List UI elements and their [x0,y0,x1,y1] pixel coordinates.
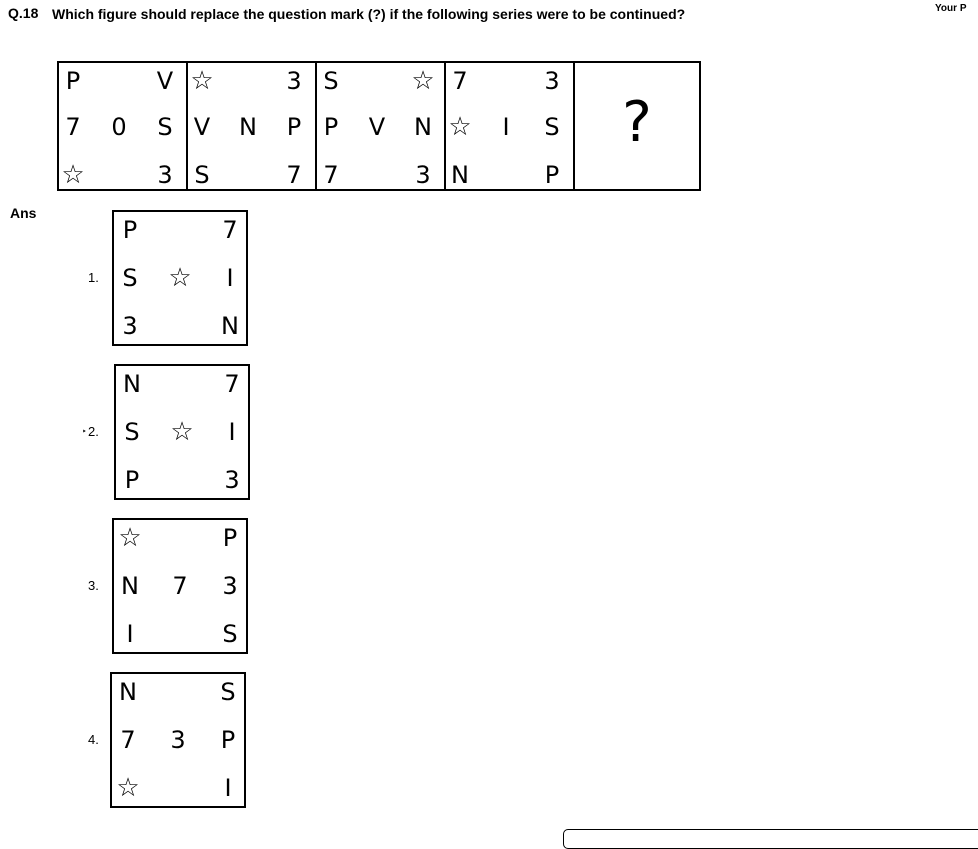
option-4-figure[interactable] [110,672,246,808]
option-number: 4. [88,732,99,747]
figure-cell: P [323,113,339,141]
star-icon: ☆ [168,263,192,293]
figure-cell: 3 [224,466,240,494]
figure-cell: P [544,161,560,189]
figure-cell: V [193,113,211,141]
figure-cell: 3 [157,161,173,189]
figure-cell: P [65,67,81,95]
header-right-label: Your P [935,3,967,14]
question-figure [575,63,699,189]
question-number: Q.18 [8,5,39,21]
series-figure [59,63,188,189]
selected-marker: ‣ [82,427,87,436]
figure-cell: 3 [222,572,238,600]
figure-cell: I [228,418,236,446]
answer-label: Ans [10,205,37,221]
option-number: 1. [88,270,99,285]
option-3-figure[interactable] [112,518,248,654]
figure-cell: 3 [122,312,138,340]
figure-cell: N [123,370,141,398]
option-2-figure[interactable] [114,364,250,500]
figure-cell: 7 [452,67,468,95]
option-1-figure[interactable] [112,210,248,346]
figure-cell: P [124,466,140,494]
figure-cell: I [502,113,510,141]
figure-cell: 7 [286,161,302,189]
figure-cell: N [119,678,137,706]
series-figure [317,63,446,189]
bottom-panel [563,829,978,849]
figure-cell: S [124,418,140,446]
figure-cell: S [122,264,138,292]
figure-cell: N [414,113,432,141]
option-number: 3. [88,578,99,593]
figure-cell: 7 [65,113,81,141]
series-strip [57,61,701,191]
figure-cell: N [239,113,257,141]
figure-cell: P [222,524,238,552]
figure-cell: 3 [544,67,560,95]
figure-cell: 0 [111,113,127,141]
star-icon: ☆ [190,66,214,96]
series-figure [446,63,575,189]
figure-cell: S [220,678,236,706]
option-number: 2. [88,424,99,439]
series-figure [188,63,317,189]
figure-cell: P [122,216,138,244]
figure-cell: I [226,264,234,292]
figure-cell: S [323,67,339,95]
figure-cell: V [368,113,386,141]
figure-cell: S [544,113,560,141]
figure-cell: N [121,572,139,600]
figure-cell: S [157,113,173,141]
question-mark: ? [622,90,652,155]
figure-cell: P [286,113,302,141]
figure-cell: S [194,161,210,189]
figure-cell: I [224,774,232,802]
star-icon: ☆ [170,417,194,447]
figure-cell: I [126,620,134,648]
star-icon: ☆ [411,66,435,96]
figure-cell: N [451,161,469,189]
star-icon: ☆ [61,160,85,190]
star-icon: ☆ [118,523,142,553]
figure-cell: 7 [172,572,188,600]
figure-cell: V [156,67,174,95]
figure-cell: 3 [415,161,431,189]
figure-cell: 7 [224,370,240,398]
star-icon: ☆ [116,773,140,803]
figure-cell: S [222,620,238,648]
figure-cell: 7 [120,726,136,754]
figure-cell: P [220,726,236,754]
figure-cell: 7 [323,161,339,189]
figure-cell: 3 [170,726,186,754]
star-icon: ☆ [448,112,472,142]
figure-cell: N [221,312,239,340]
figure-cell: 7 [222,216,238,244]
question-text: Which figure should replace the question mark (?) if the following series were to be continued? [52,6,686,22]
figure-cell: 3 [286,67,302,95]
